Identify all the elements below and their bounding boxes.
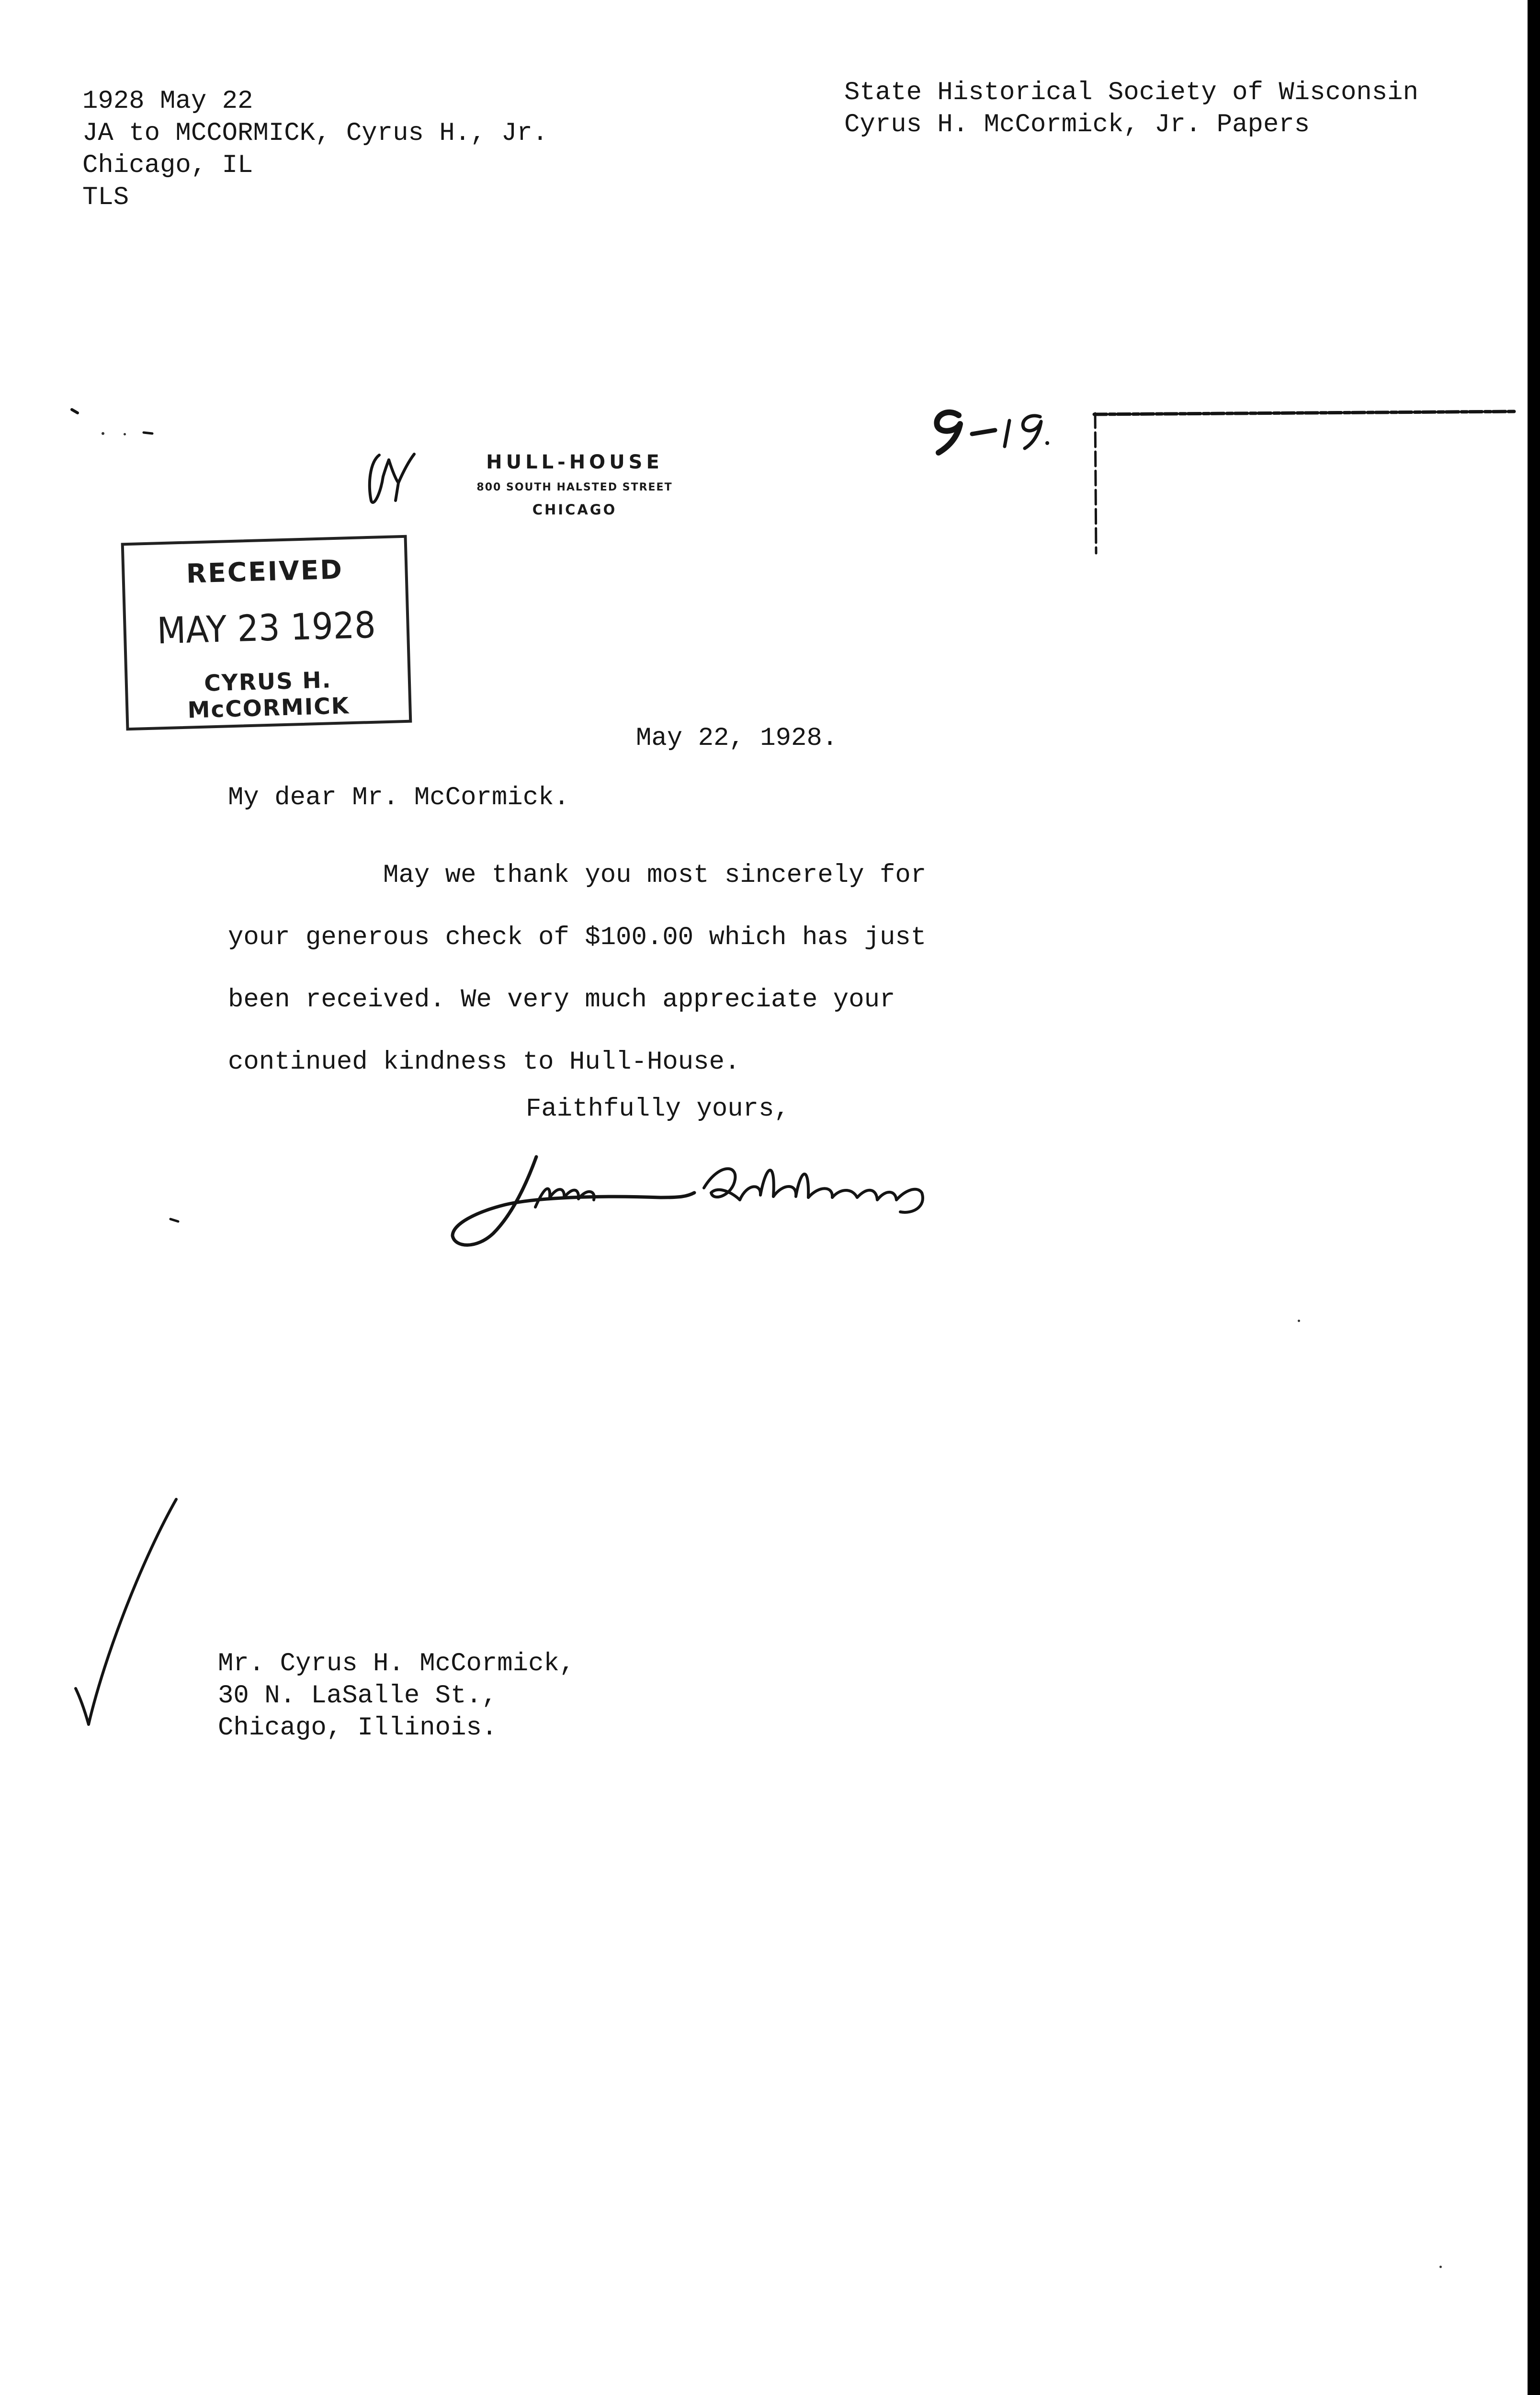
stamp-received-label: RECEIVED	[186, 554, 344, 589]
handwritten-number-9-19	[937, 412, 1049, 453]
archive-repository: State Historical Society of Wisconsin	[844, 78, 1418, 107]
stamp-recipient: CYRUS H. McCORMICK	[187, 667, 350, 724]
letter-date-text: May 22, 1928.	[636, 724, 838, 753]
handwritten-initials	[370, 454, 414, 502]
recipient-street: 30 N. LaSalle St.,	[218, 1681, 498, 1711]
signature-jane-addams	[453, 1157, 923, 1245]
recipient-city: Chicago, Illinois.	[218, 1713, 498, 1743]
letterhead-street: 800 SOUTH HALSTED STREET	[476, 481, 673, 493]
speck	[1298, 1320, 1300, 1322]
archive-correspondents: JA to MCCORMICK, Cyrus H., Jr.	[82, 119, 548, 148]
speck	[1439, 2266, 1442, 2268]
body-line: been received. We very much appreciate your	[228, 985, 895, 1015]
salutation-text: My dear Mr. McCormick.	[228, 783, 569, 812]
body-line: your generous check of $100.00 which has just	[228, 923, 927, 952]
speck	[124, 433, 126, 435]
speck	[102, 432, 104, 435]
archive-date: 1928 May 22	[82, 87, 253, 116]
stamp-date: MAY 23 1928	[156, 603, 376, 652]
archive-format: TLS	[82, 183, 129, 212]
recipient-name: Mr. Cyrus H. McCormick,	[218, 1649, 575, 1678]
body-line: May we thank you most sincerely for	[228, 861, 927, 890]
body-line: continued kindness to Hull-House.	[228, 1048, 740, 1077]
letterhead-name: HULL-HOUSE	[486, 451, 663, 473]
check-mark	[76, 1499, 176, 1724]
archive-place: Chicago, IL	[82, 151, 253, 180]
archive-collection: Cyrus H. McCormick, Jr. Papers	[844, 110, 1310, 139]
margin-marks	[72, 410, 178, 1221]
closing-text: Faithfully yours,	[526, 1095, 790, 1124]
letterhead-city: CHICAGO	[532, 502, 617, 518]
